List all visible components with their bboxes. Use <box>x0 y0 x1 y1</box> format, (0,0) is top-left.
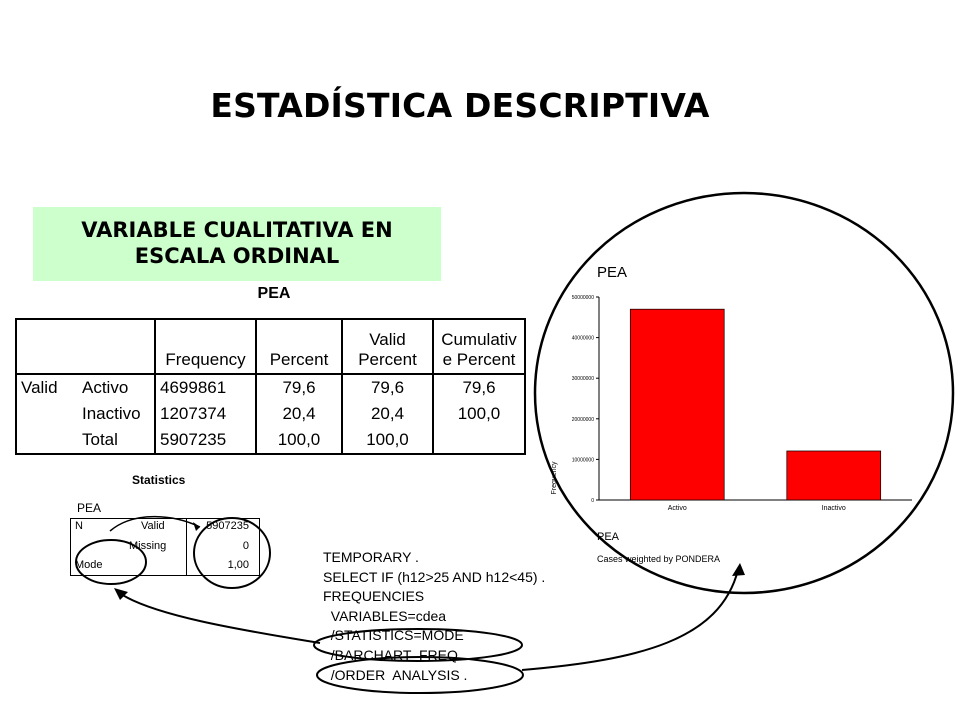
statistics-variable: PEA <box>77 501 102 515</box>
cell-frequency: 1207374 <box>155 401 256 427</box>
chart-arrow <box>522 570 738 670</box>
syntax-line: /ORDER ANALYSIS . <box>323 666 468 683</box>
callout-line-1: VARIABLE CUALITATIVA EN <box>81 218 393 242</box>
y-tick-label: 20000000 <box>571 416 594 423</box>
cell-cumulative: 79,6 <box>433 374 525 401</box>
y-tick-label: 0 <box>591 498 594 504</box>
y-axis-label: Frequency <box>551 461 558 495</box>
header-cumulative-line1: Cumulativ <box>441 330 517 349</box>
y-tick-label: 50000000 <box>571 295 594 301</box>
syntax-line: TEMPORARY . <box>323 549 419 565</box>
mode-label-ellipse <box>76 540 146 584</box>
syntax-line: SELECT IF (h12>25 AND h12<45) . <box>323 568 546 585</box>
y-tick-label: 10000000 <box>571 457 594 464</box>
y-tick-label: 40000000 <box>571 335 594 342</box>
syntax-line: /STATISTICS=MODE <box>323 627 464 644</box>
statistics-title: Statistics <box>132 473 186 487</box>
cell-valid-percent: 20,4 <box>342 401 433 427</box>
page-title: ESTADÍSTICA DESCRIPTIVA <box>210 86 710 125</box>
stat-valid-value: 5907235 <box>206 520 249 532</box>
bar-chart <box>551 295 912 512</box>
header-cumulative-line2: e Percent <box>442 350 516 369</box>
cell-percent: 79,6 <box>256 374 342 401</box>
arrowhead <box>193 522 200 531</box>
header-percent: Percent <box>256 319 342 374</box>
cell-frequency: 4699861 <box>155 374 256 401</box>
chart-title: PEA <box>597 264 628 281</box>
bar <box>787 451 881 500</box>
y-tick-label: 30000000 <box>571 376 594 383</box>
cell-valid-percent: 100,0 <box>342 427 433 454</box>
row-label: Inactivo <box>78 401 155 427</box>
chart-weight-note: Cases weighted by PONDERA <box>597 554 721 564</box>
cell-percent: 100,0 <box>256 427 342 454</box>
chart-highlight-ellipse <box>535 193 953 593</box>
header-valid-percent-line2: Percent <box>358 350 417 369</box>
bar <box>630 309 724 500</box>
syntax-line: /BARCHART FREQ <box>323 646 458 663</box>
stat-values-ellipse <box>194 518 270 588</box>
chart-arrowhead <box>732 563 745 576</box>
cell-percent: 20,4 <box>256 401 342 427</box>
group-label-valid: Valid <box>16 374 78 401</box>
valid-to-value-arrow <box>110 517 200 531</box>
freq-table-caption: PEA <box>257 285 291 302</box>
header-frequency: Frequency <box>155 319 256 374</box>
syntax-line: FREQUENCIES <box>323 588 425 605</box>
mode-arrowhead <box>114 588 128 600</box>
row-label: Activo <box>78 374 155 401</box>
mode-arrow <box>118 592 320 643</box>
chart-x-axis-label: PEA <box>597 531 620 543</box>
x-tick-label: Inactivo <box>821 505 846 512</box>
stat-missing-label: Missing <box>129 540 167 552</box>
row-label: Total <box>78 427 155 454</box>
header-valid-percent-line1: Valid <box>369 330 406 349</box>
stat-mode-value: 1,00 <box>227 559 249 571</box>
cell-valid-percent: 79,6 <box>342 374 433 401</box>
stat-valid-label: Valid <box>141 520 165 532</box>
barchart-freq-ellipse <box>317 657 523 693</box>
cell-frequency: 5907235 <box>155 427 256 454</box>
stat-missing-value: 0 <box>242 540 249 552</box>
callout-line-2: ESCALA ORDINAL <box>134 244 340 268</box>
stat-mode-label: Mode <box>75 559 103 571</box>
x-tick-label: Activo <box>667 505 687 512</box>
stat-n-label: N <box>75 520 83 532</box>
syntax-line: VARIABLES=cdea <box>323 607 447 624</box>
cell-cumulative: 100,0 <box>433 401 525 427</box>
